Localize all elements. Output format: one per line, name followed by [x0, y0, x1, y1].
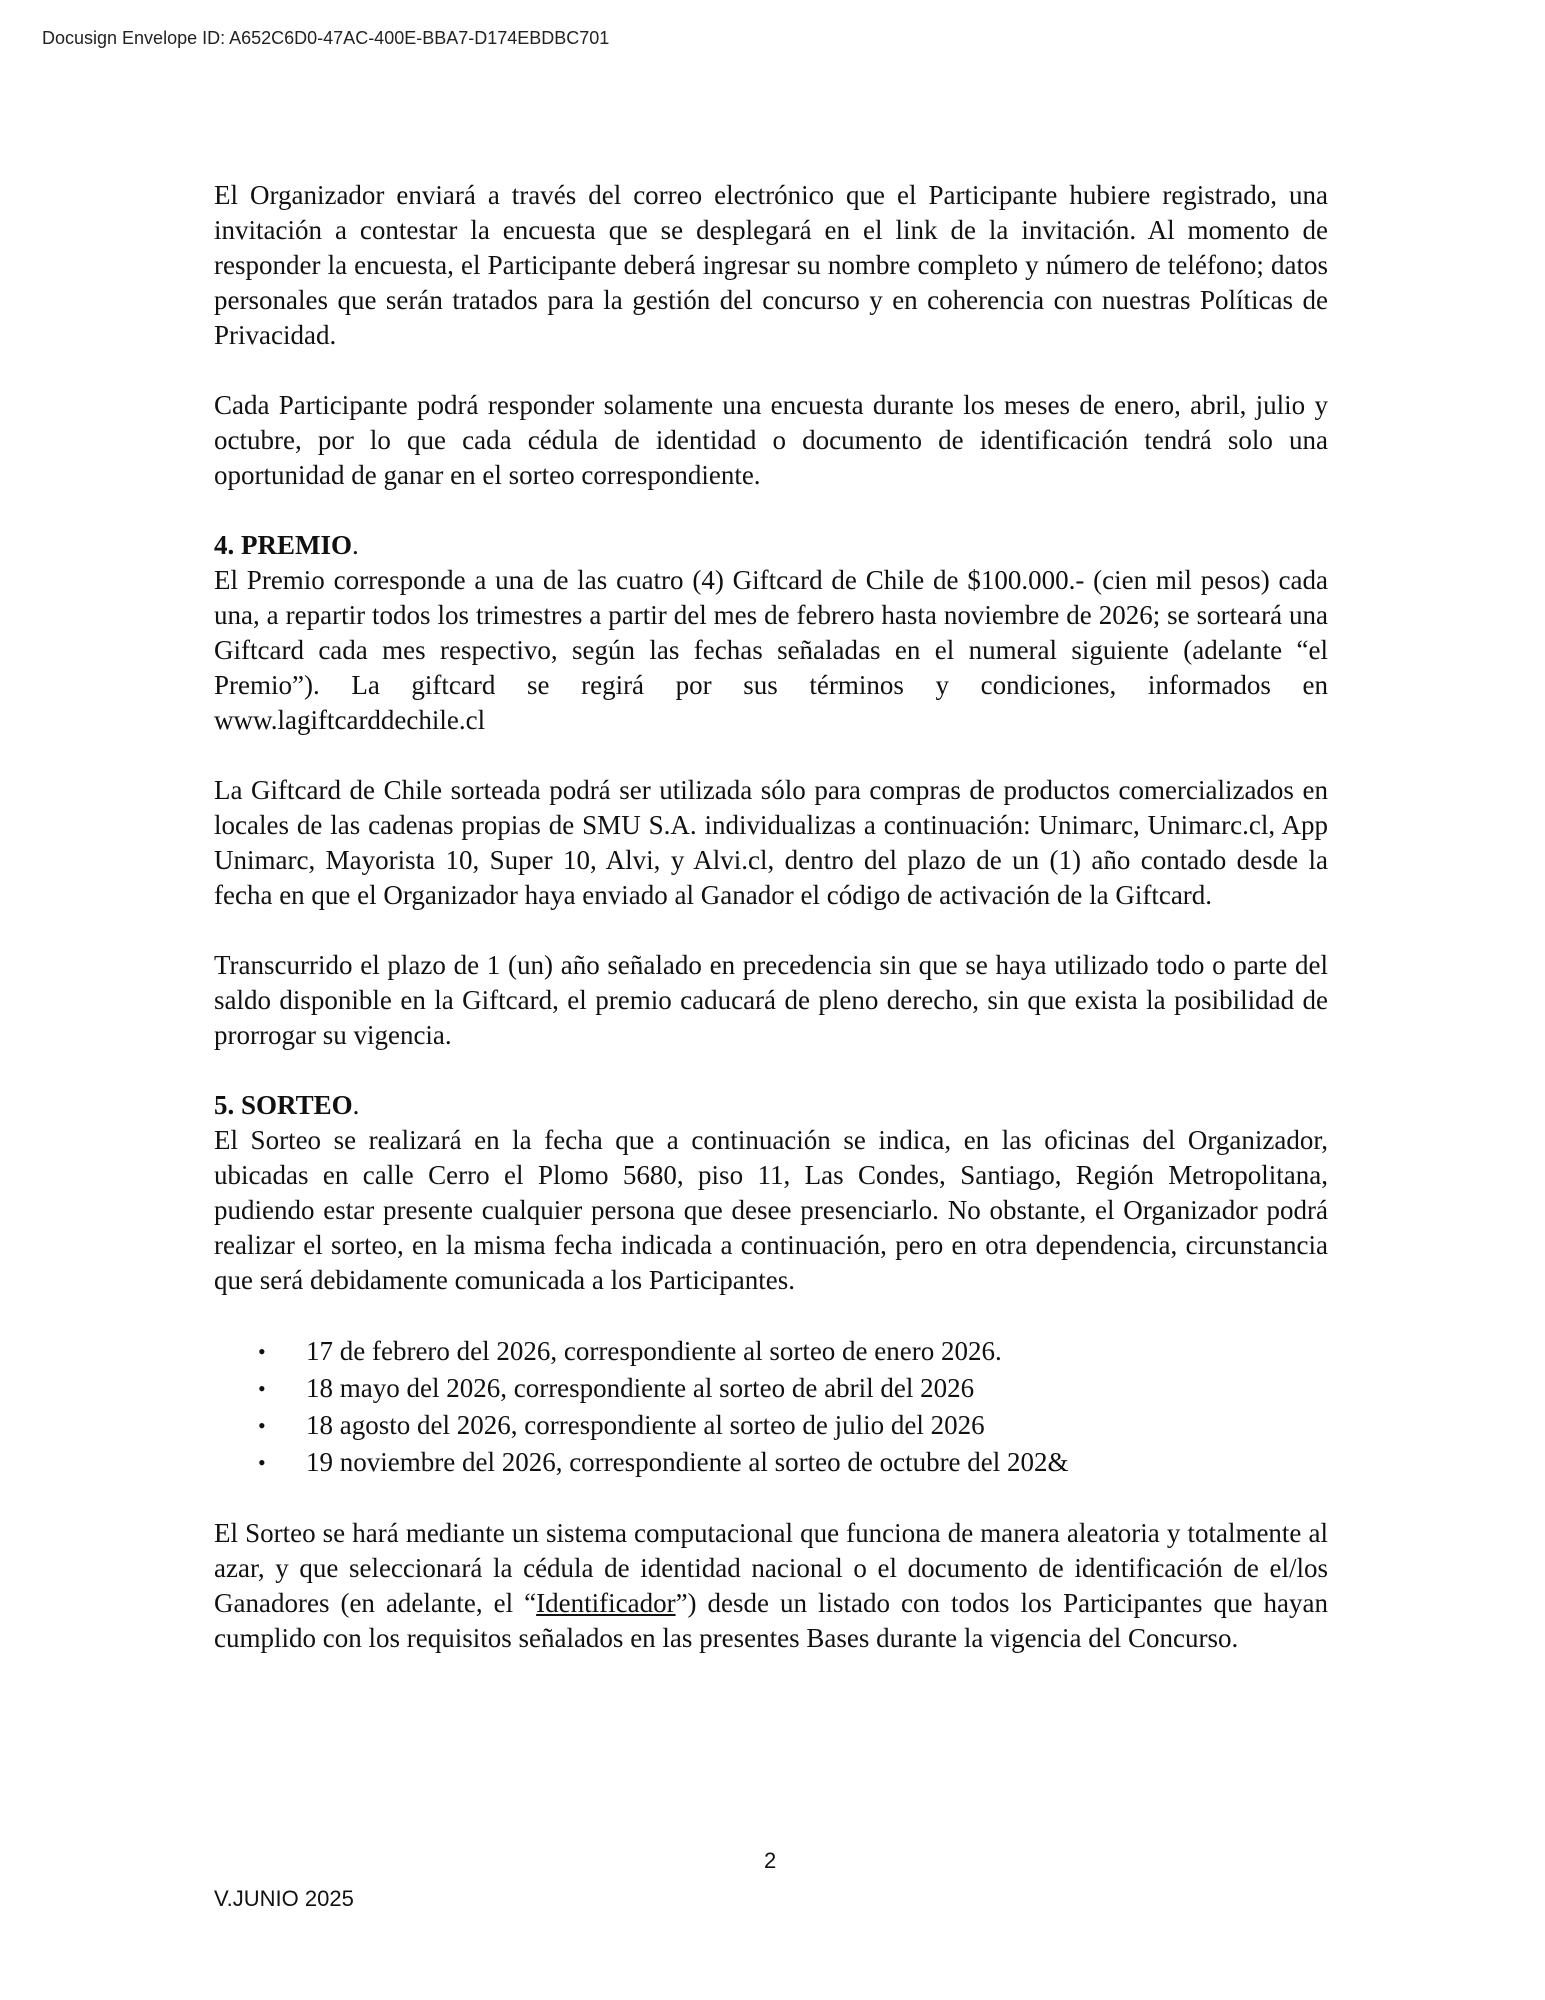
page-number: 2: [764, 1848, 777, 1873]
list-item-text: 19 noviembre del 2026, correspondiente al sorteo de octubre del 202&: [306, 1447, 1069, 1477]
section-title: 4. PREMIO: [214, 530, 352, 560]
list-item: [214, 1333, 1328, 1370]
bullet-icon: •: [258, 1376, 266, 1401]
list-item-text: 17 de febrero del 2026, correspondiente al sorteo de enero 2026.: [306, 1336, 1002, 1366]
document-version: V.JUNIO 2025: [214, 1886, 354, 1911]
list-item: [214, 1444, 1328, 1481]
method-text-end: ”) desde un listado con todos los Participantes que hayan cumplido con los requisitos señalados en las presentes Bases durante la vigencia del Concurso.: [214, 1588, 1328, 1653]
section-title-punct: .: [352, 1090, 360, 1120]
paragraph-participation-limit: Cada Participante podrá responder solamente una encuesta durante los meses de enero, abril, julio y octubre, por lo que cada cédula de identidad o documento de identificación tendrá solo una oportunidad de ganar en el sorteo correspondiente.: [214, 390, 1328, 490]
section-title-punct: .: [352, 530, 359, 560]
bullet-icon: •: [258, 1339, 266, 1364]
list-item-text: 18 agosto del 2026, correspondiente al sorteo de julio del 2026: [306, 1410, 985, 1440]
paragraph-premio: El Premio corresponde a una de las cuatro (4) Giftcard de Chile de $100.000.- (cien mil pesos) cada una, a repartir todos los trimestres a partir del mes de febrero hasta noviembre de 2026; se sorteará una Giftcard cada mes respectivo, según las fechas señaladas en el numeral siguiente (adelante “el Premio”). La giftcard se regirá por sus términos y condiciones, informados en www.lagiftcarddechile.cl: [214, 565, 1328, 735]
paragraph-giftcard-use: La Giftcard de Chile sorteada podrá ser utilizada sólo para compras de productos comercializados en locales de las cadenas propias de SMU S.A. individualizas a continuación: Unimarc, Unimarc.cl, App Unimarc, Mayorista 10, Super 10, Alvi, y Alvi.cl, dentro del plazo de un (1) año contado desde la fecha en que el Organizador haya enviado al Ganador el código de activación de la Giftcard.: [214, 775, 1328, 910]
paragraph-expiration: Transcurrido el plazo de 1 (un) año señalado en precedencia sin que se haya utilizado todo o parte del saldo disponible en la Giftcard, el premio caducará de pleno derecho, sin que exista la posibilidad de prorrogar su vigencia.: [214, 950, 1328, 1050]
paragraph-sorteo-method: [214, 1516, 1328, 1656]
method-text-start: El Sorteo se hará mediante un sistema computacional que funciona de manera aleatoria y totalmente al azar, y que seleccionará la cédula de identidad nacional o el documento de identificación de el/los Ganadores (en adelante, el “: [214, 1518, 1328, 1618]
list-item: [214, 1407, 1328, 1444]
bullet-icon: •: [258, 1413, 266, 1438]
draw-dates-list: [214, 1333, 1328, 1481]
section-title: 5. SORTEO: [214, 1090, 353, 1120]
envelope-id: Docusign Envelope ID: A652C6D0-47AC-400E-BBA7-D174EBDBC701: [42, 28, 610, 48]
list-item: [214, 1370, 1328, 1407]
bullet-icon: •: [258, 1450, 266, 1475]
section-heading-sorteo: [214, 1088, 1328, 1123]
paragraph-invitation: El Organizador enviará a través del correo electrónico que el Participante hubiere registrado, una invitación a contestar la encuesta que se desplegará en el link de la invitación. Al momento de responder la encuesta, el Participante deberá ingresar su nombre completo y número de teléfono; datos personales que serán tratados para la gestión del concurso y en coherencia con nuestras Políticas de Privacidad.: [214, 180, 1328, 350]
document-body: [214, 178, 1328, 1656]
identificador-term: Identificador: [536, 1588, 676, 1618]
list-item-text: 18 mayo del 2026, correspondiente al sorteo de abril del 2026: [306, 1373, 975, 1403]
paragraph-sorteo-location: El Sorteo se realizará en la fecha que a continuación se indica, en las oficinas del Organizador, ubicadas en calle Cerro el Plomo 5680, piso 11, Las Condes, Santiago, Región Metropolitana, pudiendo estar presente cualquier persona que desee presenciarlo. No obstante, el Organizador podrá realizar el sorteo, en la misma fecha indicada a continuación, pero en otra dependencia, circunstancia que será debidamente comunicada a los Participantes.: [214, 1125, 1328, 1295]
section-heading-premio: [214, 528, 1328, 563]
